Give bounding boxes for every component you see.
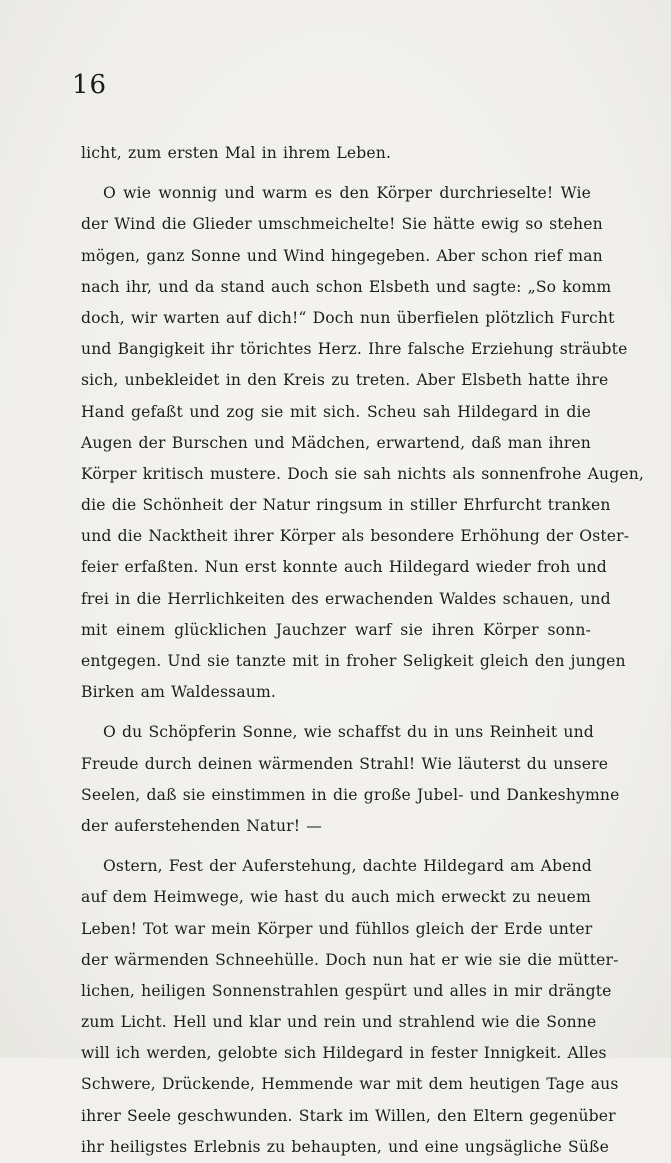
text-line: der auferstehenden Natur! — <box>81 816 323 835</box>
text-line: die die Schönheit der Natur ringsum in stiller Ehrfurcht tranken <box>81 496 611 515</box>
text-line: Leben! Tot war mein Körper und fühllos gleich der Erde unter <box>81 919 593 938</box>
paragraph-2 <box>81 178 645 708</box>
paragraph-3 <box>81 717 620 842</box>
text-line: ihrer Seele geschwunden. Stark im Willen, den Eltern gegenüber <box>81 1106 616 1125</box>
paragraph-4 <box>81 851 619 1163</box>
text-line: O wie wonnig und warm es den Körper durchrieselte! Wie <box>103 184 591 203</box>
text-line: Seelen, daß sie einstimmen in die große Jubel- und Dankeshymne <box>81 785 620 804</box>
text-line: und die Nacktheit ihrer Körper als besondere Erhöhung der Oster- <box>81 527 630 546</box>
paragraph-1 <box>81 138 591 169</box>
text-line: Freude durch deinen wärmenden Strahl! Wie läuterst du unsere <box>81 754 609 773</box>
text-line: doch, wir warten auf dich!“ Doch nun überfielen plötzlich Furcht <box>81 308 615 327</box>
text-line: nach ihr, und da stand auch schon Elsbeth und sagte: „So komm <box>81 277 612 296</box>
text-line: entgegen. Und sie tanzte mit in froher Seligkeit gleich den jungen <box>81 652 626 670</box>
text-line: sich, unbekleidet in den Kreis zu treten. Aber Elsbeth hatte ihre <box>81 371 609 390</box>
text-line: Hand gefaßt und zog sie mit sich. Scheu sah Hildegard in die <box>81 402 591 421</box>
text-line: auf dem Heimwege, wie hast du auch mich erweckt zu neuem <box>81 888 591 907</box>
text-line: lichen, heiligen Sonnenstrahlen gespürt und alles in mir drängte <box>81 981 612 1000</box>
text-line: Augen der Burschen und Mädchen, erwartend, daß man ihren <box>81 433 591 452</box>
text-line: ihr heiligstes Erlebnis zu behaupten, und eine ungsägliche Süße <box>81 1137 609 1156</box>
text-line: Schwere, Drückende, Hemmende war mit dem heutigen Tage aus <box>81 1075 619 1094</box>
text-line: frei in die Herrlichkeiten des erwachenden Waldes schauen, und <box>81 589 611 608</box>
text-line: Körper kritisch mustere. Doch sie sah nichts als sonnenfrohe Augen, <box>81 464 645 483</box>
text-line: Birken am Waldessaum. <box>81 683 277 702</box>
text-line: will ich werden, gelobte sich Hildegard in fester Innigkeit. Alles <box>81 1044 607 1063</box>
page-number: 16 <box>72 70 108 100</box>
text-line: mögen, ganz Sonne und Wind hingegeben. Aber schon rief man <box>81 246 603 265</box>
text-line: feier erfaßten. Nun erst konnte auch Hildegard wieder froh und <box>81 558 607 577</box>
text-line: zum Licht. Hell und klar und rein und strahlend wie die Sonne <box>81 1013 597 1032</box>
body-text <box>81 138 645 1163</box>
text-line: licht, zum ersten Mal in ihrem Leben. <box>81 144 392 162</box>
text-line: O du Schöpferin Sonne, wie schaffst du in uns Reinheit und <box>103 723 594 742</box>
text-line: Ostern, Fest der Auferstehung, dachte Hildegard am Abend <box>103 857 592 876</box>
text-line: und Bangigkeit ihr törichtes Herz. Ihre falsche Erziehung sträubte <box>81 340 628 359</box>
text-line: mit einem glücklichen Jauchzer warf sie ihren Körper sonn- <box>81 620 591 639</box>
text-line: der wärmenden Schneehülle. Doch nun hat er wie sie die mütter- <box>81 950 619 969</box>
text-line: der Wind die Glieder umschmeichelte! Sie hätte ewig so stehen <box>81 215 603 234</box>
